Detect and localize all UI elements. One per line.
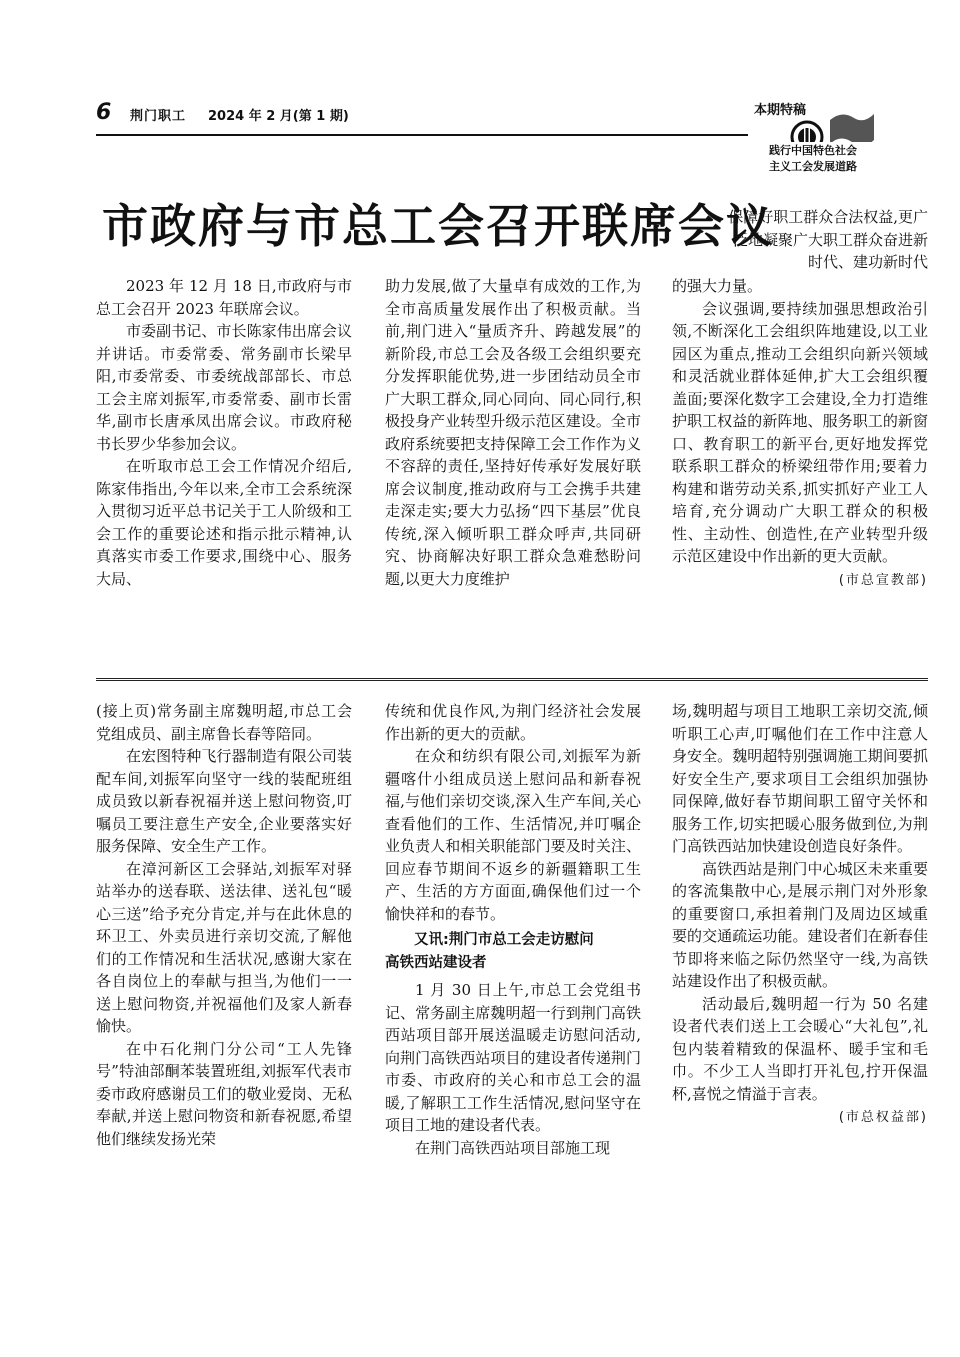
paragraph: 在漳河新区工会驿站,刘振军对驿站举办的送春联、送法律、送礼包“暖心三送”给予充分肯定,并与在此休息的环卫工、外卖员进行亲切交流,了解他们的工作情况和生活状况,感谢大家在各自岗位上的奉献与担当,为他们一一送上慰问物资,并祝福他们及家人新春愉快。 <box>96 859 352 1035</box>
paragraph: 在荆门高铁西站项目部施工现 <box>415 1138 611 1157</box>
article2-signature: (市总权益部) <box>838 1110 928 1125</box>
paragraph: 会议强调,要持续加强思想政治引领,不断深化工会组织阵地建设,以工业园区为重点,推动工会组织向新兴领域和灵活就业群体延伸,扩大工会组织覆盖面;要深化数字工会建设,全力打造维护职工权益的新阵地、服务职工的新窗口、教育职工的新平台,更好地发挥党联系职工群众的桥梁纽带作用;要着力构建和谐劳动关系,抓实抓好产业工人培育,充分调动广大职工群众的积极性、主动性、创造性,在产业转型升级示范区建设中作出新的更大贡献。 <box>672 299 928 565</box>
paragraph: 活动最后,魏明超一行为 50 名建设者代表们送上工会暖心“大礼包”,礼包内装着精致的保温杯、暖手宝和毛巾。不少工人当即打开礼包,拧开保温杯,喜悦之情溢于言表。 <box>672 994 928 1103</box>
publication-name: 荆门职工 <box>130 109 187 124</box>
article1-signature: (市总宣教部) <box>838 572 928 588</box>
header-rule <box>96 134 748 136</box>
badge-caption-line2: 主义工会发展道路 <box>769 160 857 173</box>
issue-date: 2024 年 2 月(第 1 期) <box>208 109 349 124</box>
article1-col3-intro: 保障好职工群众合法权益,更广泛地凝聚广大职工群众奋进新时代、建功新时代 <box>728 208 928 271</box>
article1-column-3 <box>672 275 928 592</box>
paragraph: 在众和纺织有限公司,刘振军为新疆喀什小组成员送上慰问品和新春祝福,与他们亲切交谈,深入生产车间,关心查看他们的工作、生活情况,并叮嘱企业负责人和相关职能部门要及时关注、回应春节期间不返乡的新疆籍职工生产、生活的方方面面,确保他们过一个愉快祥和的春节。 <box>385 747 641 923</box>
paragraph: 场,魏明超与项目工地职工亲切交流,倾听职工心声,叮嘱他们在工作中注意人身安全。魏明超特别强调施工期间要抓好安全生产,要求项目工会组织加强协同保障,做好春节期间职工留守关怀和服务工作,切实把暖心服务做到位,为荆门高铁西站加快建设创造良好条件。 <box>672 702 928 855</box>
article2-column-3 <box>672 700 928 1130</box>
feature-badge <box>750 96 878 178</box>
paragraph: 助力发展,做了大量卓有成效的工作,为全市高质量发展作出了积极贡献。当前,荆门进入“量质齐升、跨越发展”的新阶段,市总工会及各级工会组织要充分发挥职能优势,进一步团结动员全市广大职工群众,同心同向、同心同行,积极投身产业转型升级示范区建设。全市政府系统要把支持保障工会工作作为义不容辞的责任,坚持好传承好发展好联席会议制度,推动政府与工会携手共建走深走实;要大力弘扬“四下基层”优良传统,深入倾听职工群众呼声,共同研究、协商解决好职工群众急难愁盼问题,以更大力度维护 <box>385 277 641 588</box>
paragraph: (接上页)常务副主席魏明超,市总工会党组成员、副主席鲁长春等陪同。 <box>96 702 352 743</box>
section-divider <box>96 678 928 681</box>
page-header <box>96 100 746 134</box>
paragraph: 传统和优良作风,为荆门经济社会发展作出新的更大的贡献。 <box>385 702 641 743</box>
page-number: 6 <box>96 100 112 125</box>
paragraph: 高铁西站是荆门中心城区未来重要的客流集散中心,是展示荆门对外形象的重要窗口,承担着荆门及周边区域重要的交通疏运功能。建设者们在新春佳节即将来临之际仍然坚守一线,为高铁站建设作出了积极贡献。 <box>672 859 928 990</box>
badge-caption-line1: 践行中国特色社会 <box>769 144 857 157</box>
paragraph: 2023 年 12 月 18 日,市政府与市总工会召开 2023 年联席会议。 <box>96 277 352 318</box>
paragraph: 在宏图特种飞行器制造有限公司装配车间,刘振军向坚守一线的装配班组成员致以新春祝福并送上慰问物资,叮嘱员工要注意生产安全,企业要落实好服务保障、安全生产工作。 <box>96 747 352 855</box>
article1-column-1 <box>96 275 352 590</box>
subhead-line2: 高铁西站建设者 <box>385 955 487 971</box>
badge-label: 本期特稿 <box>754 103 807 118</box>
article2-column-1 <box>96 700 352 1150</box>
paragraph: 的强大力量。 <box>672 277 763 295</box>
paragraph: 1 月 30 日上午,市总工会党组书记、常务副主席魏明超一行到荆门高铁西站项目部开展送温暖走访慰问活动,向荆门高铁西站项目的建设者传递荆门市委、市政府的关心和市总工会的温暖,了解职工工作生活情况,慰问坚守在项目工地的建设者代表。 <box>385 981 641 1134</box>
badge-caption-box <box>750 142 878 178</box>
article1-column-2 <box>385 275 641 590</box>
paragraph: 市委副书记、市长陈家伟出席会议并讲话。市委常委、常务副市长梁早阳,市委常委、市委统战部部长、市总工会主席刘振军,市委常委、副市长雷华,副市长唐承凤出席会议。市政府秘书长罗少华参加会议。 <box>96 322 352 453</box>
article-headline: 市政府与市总工会召开联席会议 <box>102 199 774 253</box>
paragraph: 在中石化荆门分公司“工人先锋号”特油部酮苯装置班组,刘振军代表市委市政府感谢员工们的敬业爱岗、无私奉献,并送上慰问物资和新春祝愿,希望他们继续发扬光荣 <box>96 1039 352 1148</box>
paragraph: 在听取市总工会工作情况介绍后,陈家伟指出,今年以来,全市工会系统深入贯彻习近平总书记关于工人阶级和工会工作的重要论述和指示批示精神,认真落实市委工作要求,围绕中心、服务大局、 <box>96 457 352 588</box>
article2-column-2 <box>385 700 641 1159</box>
subhead-line1: 又讯:荆门市总工会走访慰问 <box>414 932 594 948</box>
